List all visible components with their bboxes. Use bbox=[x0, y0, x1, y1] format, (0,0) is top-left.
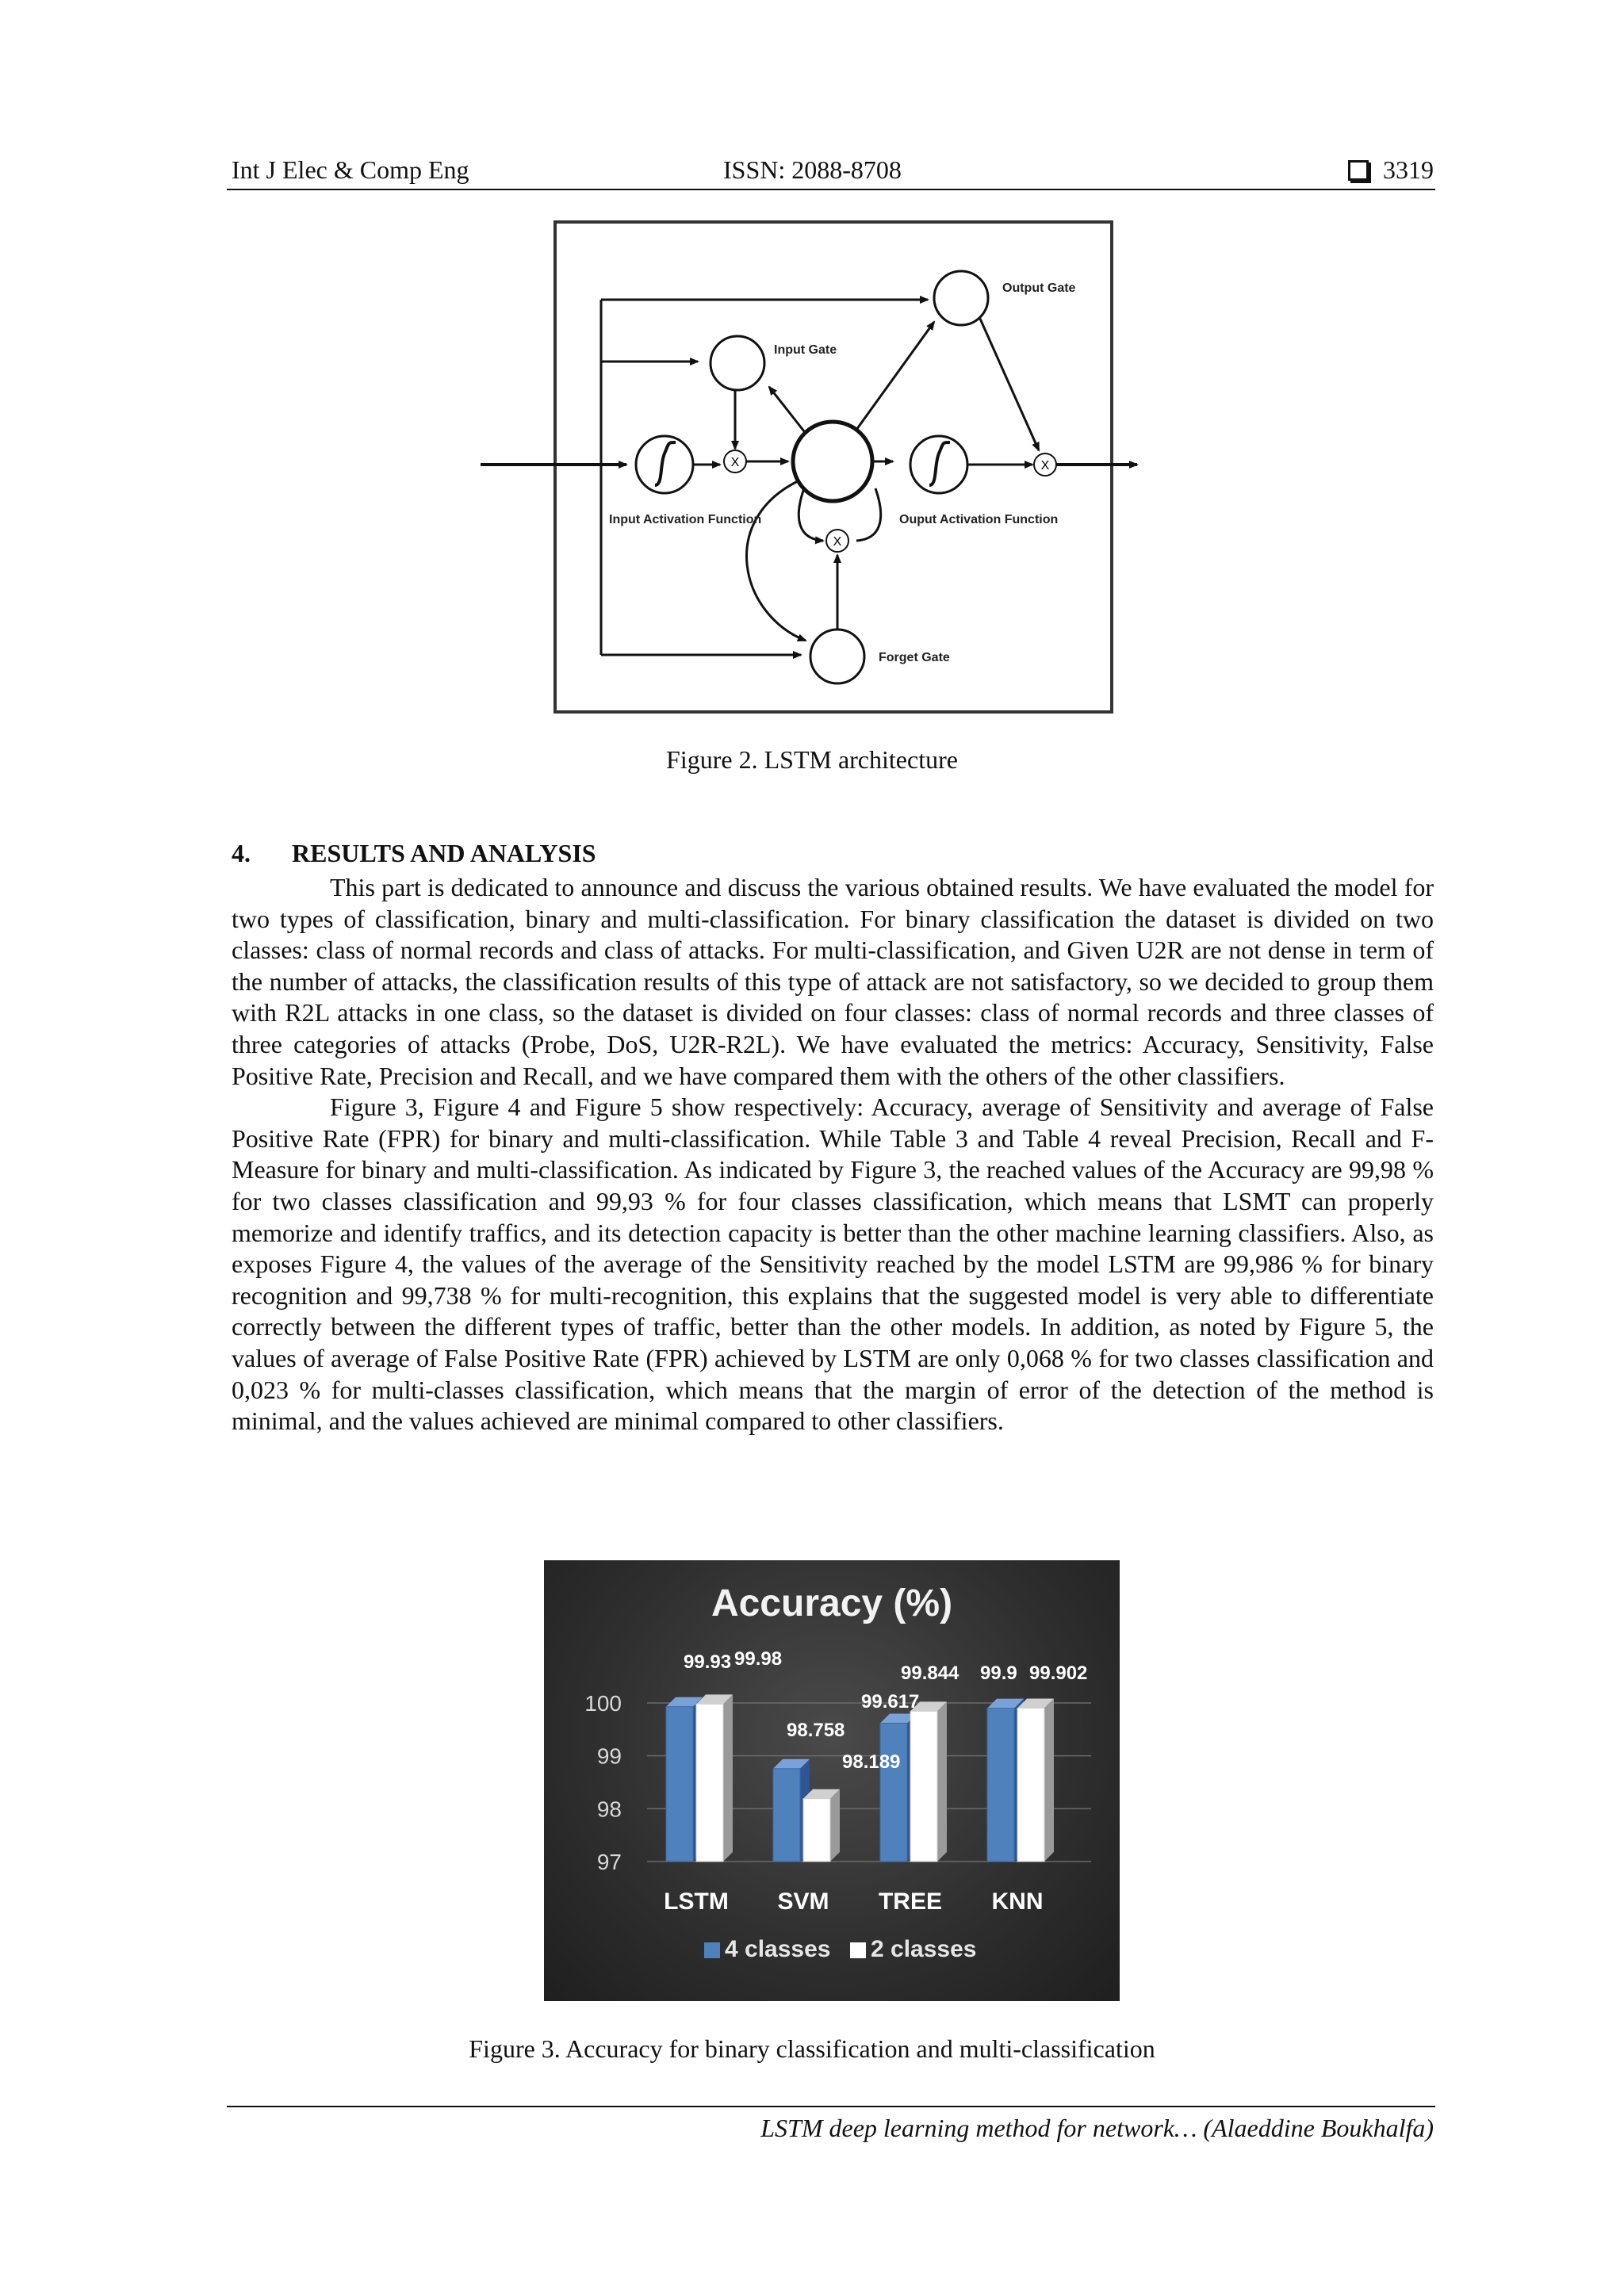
body-text bbox=[232, 872, 1434, 1437]
output-activation-label: Ouput Activation Function bbox=[899, 513, 1059, 526]
lstm-diagram bbox=[479, 219, 1145, 718]
journal-name: Int J Elec & Comp Eng bbox=[232, 155, 469, 184]
page-number: 3319 bbox=[1383, 155, 1434, 184]
legend-swatch bbox=[704, 1942, 720, 1958]
section-heading bbox=[232, 839, 596, 868]
y-tick-label: 99 bbox=[596, 1743, 622, 1769]
x-tick-label: KNN bbox=[991, 1888, 1044, 1915]
x-tick-label: SVM bbox=[777, 1888, 829, 1915]
bar bbox=[696, 1704, 723, 1862]
input-gate-label: Input Gate bbox=[774, 343, 837, 357]
accuracy-chart bbox=[544, 1560, 1120, 2001]
bar-side bbox=[830, 1789, 840, 1862]
paragraph-2: Figure 3, Figure 4 and Figure 5 show respectively: Accuracy, average of Sensitivity and average of False Positive Rate (FPR) for binary and multi-classification. While Table 3 and Table 4 reveal Precision, Recall and F-Measure for binary and multi-classification. As indicated by Figure 3, the reached values of the Accuracy are 99,98 % for two classes classification and 99,93 % for four classes classification, which means that LSMT can properly memorize and identify traffics, and its detection capacity is better than the other machine learning classifiers. Also, as exposes Figure 4, the values of the average of the Sensitivity reached by the model LSTM are 99,986 % for binary recognition and 99,738 % for multi-recognition, this explains that the suggested model is very able to differentiate correctly between the different types of traffic, better than the other models. In addition, as noted by Figure 5, the values of average of False Positive Rate (FPR) achieved by LSTM are only 0,068 % for two classes classification and 0,023 % for multi-classes classification, which means that the margin of error of the detection of the method is minimal, and the values achieved are minimal compared to other classifiers. bbox=[232, 1093, 1434, 1436]
legend-label: 4 classes bbox=[725, 1936, 831, 1962]
data-label: 99.844 bbox=[901, 1663, 959, 1684]
page-footer: LSTM deep learning method for network… (Alaeddine Boukhalfa) bbox=[760, 2114, 1434, 2142]
data-label: 99.617 bbox=[861, 1691, 920, 1712]
page-header bbox=[232, 155, 1434, 190]
data-label: 99.902 bbox=[1029, 1663, 1088, 1684]
multiply-op-3: X bbox=[1040, 459, 1050, 473]
legend-swatch bbox=[850, 1942, 866, 1958]
input-activation-label: Input Activation Function bbox=[609, 513, 762, 526]
paragraph-1: This part is dedicated to announce and discuss the various obtained results. We have evaluated the model for two types of classification, binary and multi-classification. For binary classification the dataset is divided on two classes: class of normal records and class of attacks. For multi-classification, and Given U2R are not dense in term of the number of attacks, the classification results of this type of attack are not satisfactory, so we decided to group them with R2L attacks in one class, so the dataset is divided on four classes: class of normal records and three classes of three categories of attacks (Probe, DoS, U2R-R2L). We have evaluated the metrics: Accuracy, Sensitivity, False Positive Rate, Precision and Recall, and we have compared them with the others of the other classifiers. bbox=[232, 873, 1434, 1090]
forget-gate-label: Forget Gate bbox=[879, 651, 950, 664]
bar bbox=[803, 1799, 830, 1862]
square-icon bbox=[1348, 160, 1369, 181]
output-gate-label: Output Gate bbox=[1002, 281, 1076, 295]
bar bbox=[666, 1707, 693, 1862]
figure3-caption: Figure 3. Accuracy for binary classification and multi-classification bbox=[469, 2034, 1155, 2063]
section-title: RESULTS AND ANALYSIS bbox=[292, 839, 596, 867]
footer-rule bbox=[227, 2106, 1435, 2107]
bar-side bbox=[937, 1701, 947, 1862]
data-label: 98.189 bbox=[842, 1751, 901, 1773]
bar bbox=[880, 1724, 907, 1862]
bar bbox=[773, 1769, 800, 1862]
data-label: 99.9 bbox=[980, 1663, 1017, 1684]
accuracy-chart-svg bbox=[544, 1560, 1120, 2001]
multiply-op-2: X bbox=[833, 535, 842, 549]
header-rule bbox=[227, 189, 1435, 190]
y-tick-label: 100 bbox=[584, 1691, 622, 1716]
issn: ISSN: 2088-8708 bbox=[723, 155, 902, 184]
data-label: 98.758 bbox=[787, 1720, 845, 1741]
bar-side bbox=[723, 1694, 733, 1862]
section-number: 4. bbox=[232, 839, 251, 867]
legend-label: 2 classes bbox=[871, 1936, 977, 1962]
multiply-op-1: X bbox=[730, 456, 740, 469]
y-tick-label: 98 bbox=[596, 1797, 622, 1822]
y-tick-label: 97 bbox=[596, 1850, 622, 1874]
x-tick-label: TREE bbox=[878, 1888, 943, 1915]
bar bbox=[1017, 1709, 1044, 1862]
x-tick-label: LSTM bbox=[664, 1888, 729, 1915]
data-label: 99.98 bbox=[734, 1648, 783, 1670]
bar bbox=[910, 1711, 937, 1862]
data-label: 99.93 bbox=[684, 1651, 732, 1673]
bar-side bbox=[1044, 1699, 1054, 1862]
bar bbox=[987, 1709, 1014, 1862]
lstm-diagram-svg bbox=[479, 219, 1145, 718]
chart-title: Accuracy (%) bbox=[710, 1582, 953, 1624]
figure2-caption: Figure 2. LSTM architecture bbox=[666, 745, 958, 774]
